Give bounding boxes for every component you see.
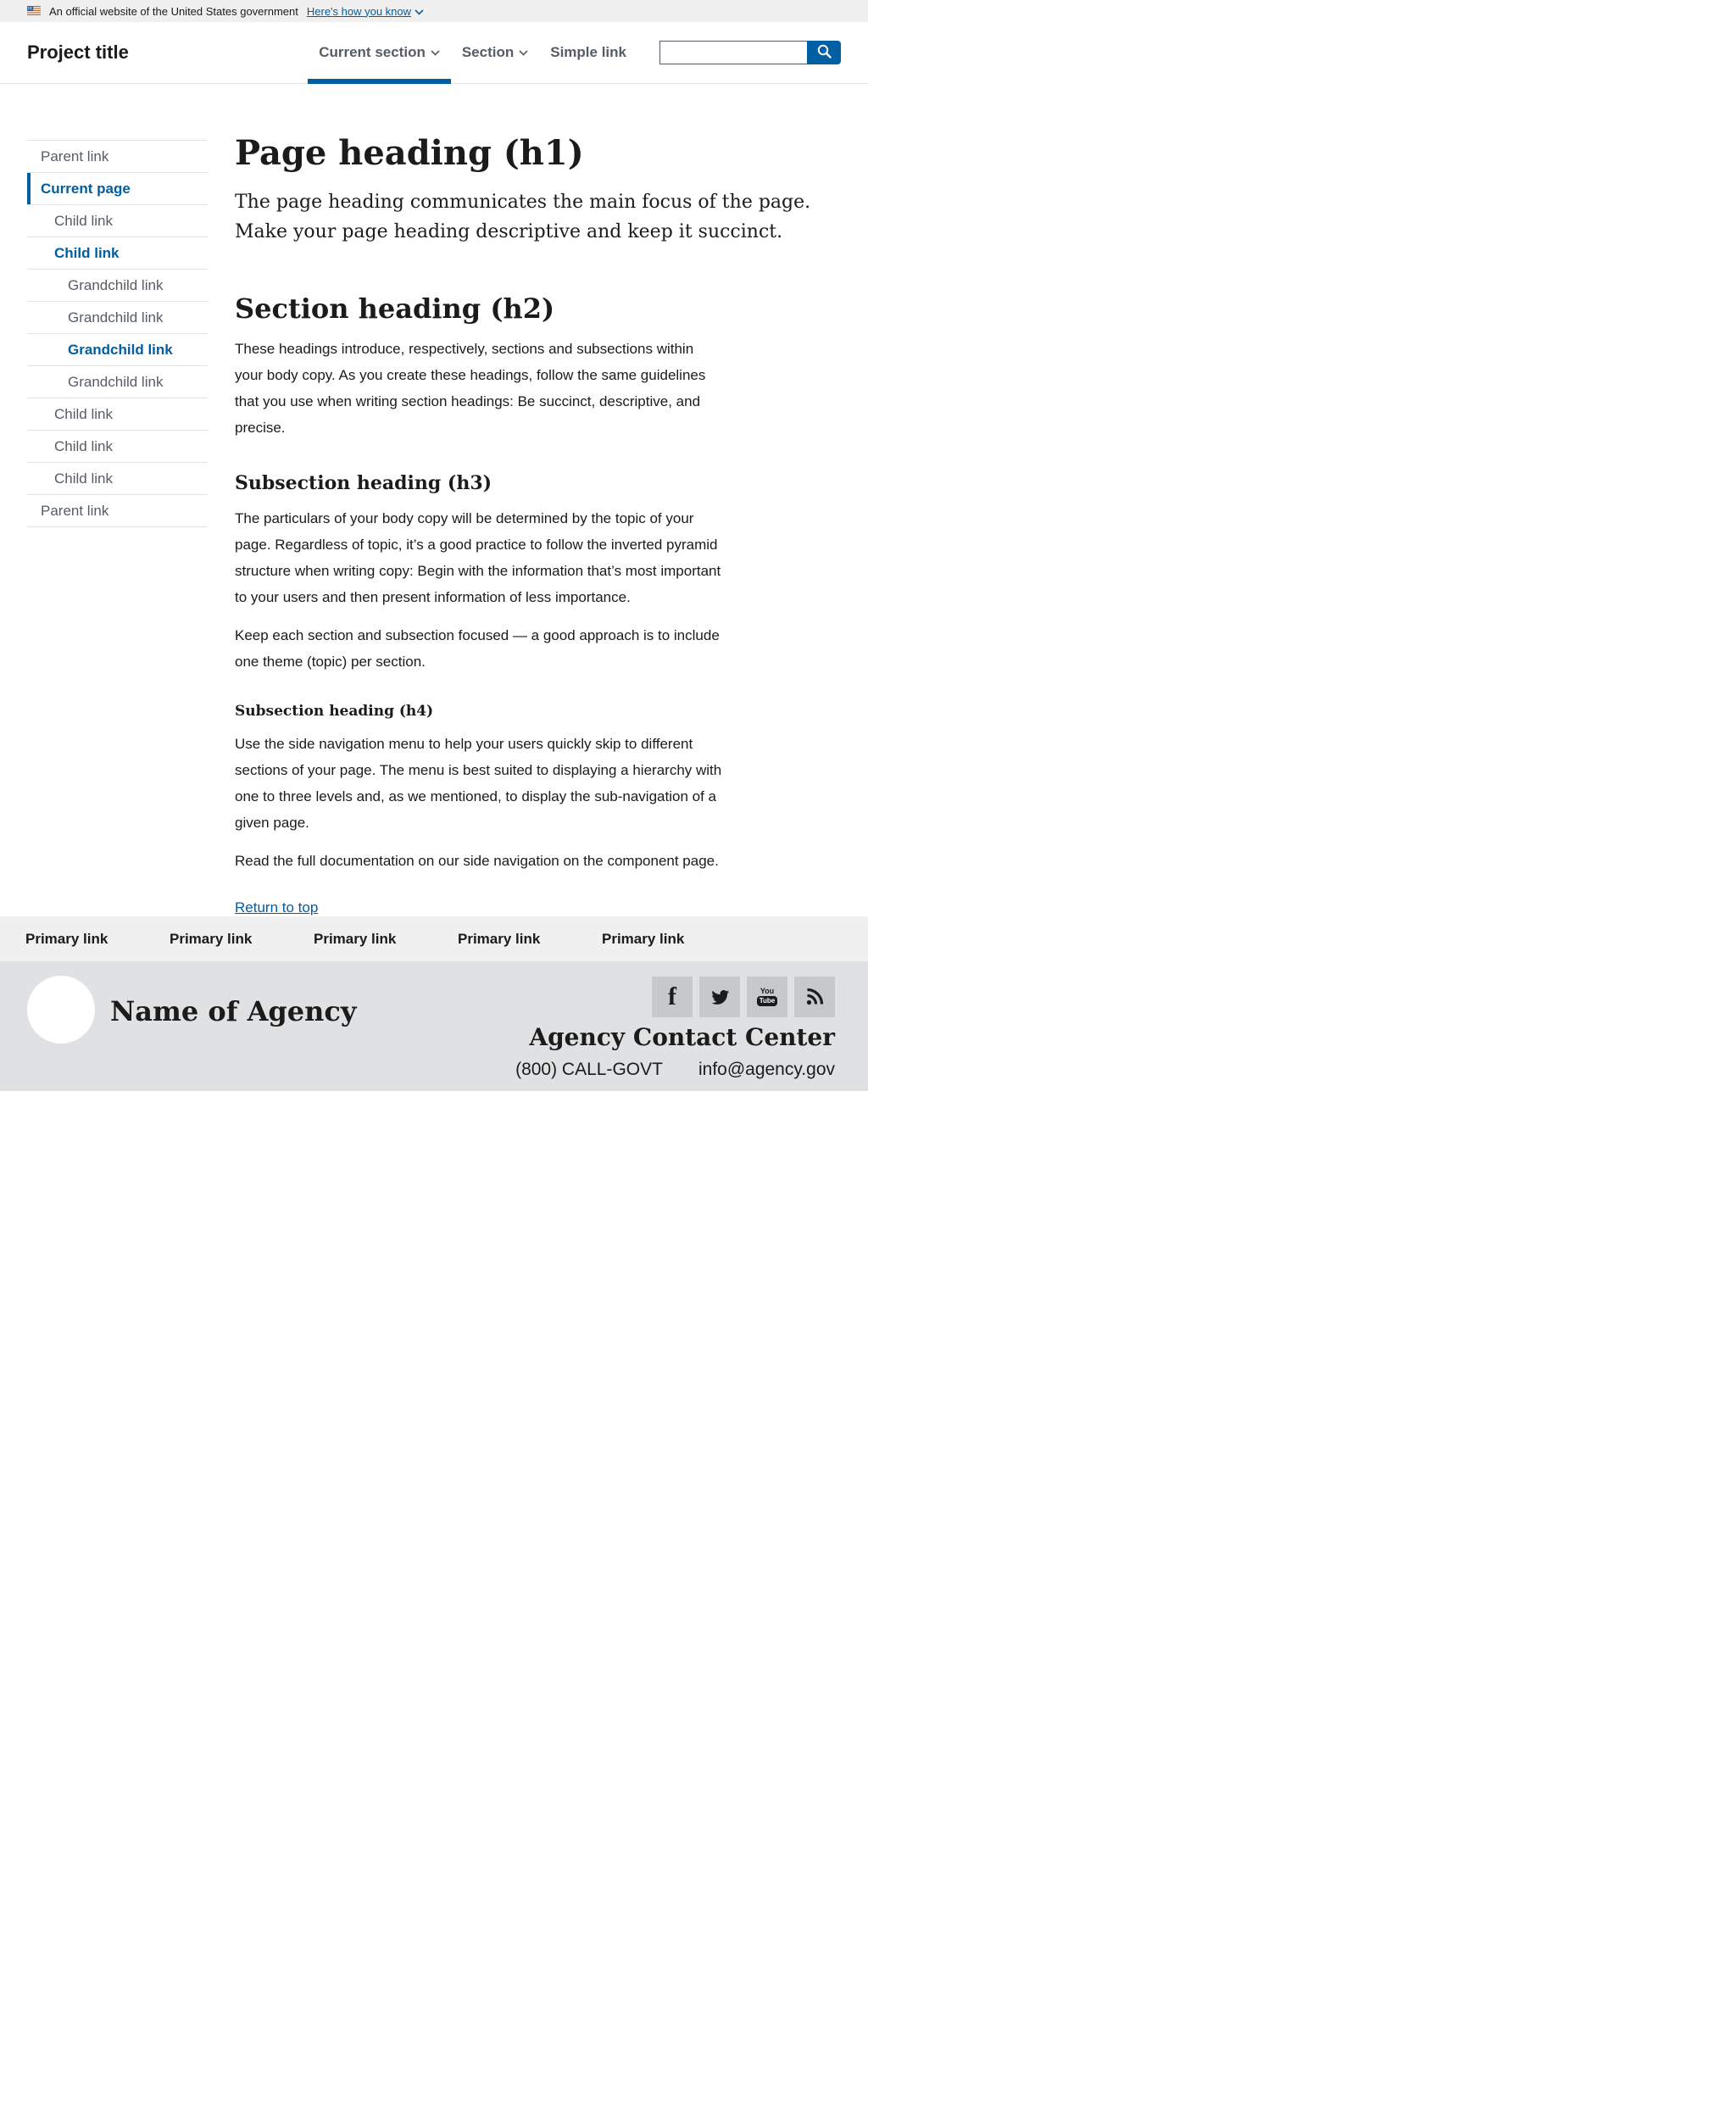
sidenav-item-parent[interactable]: Parent link — [27, 494, 208, 527]
sidenav-item-grandchild[interactable]: Grandchild link — [27, 269, 208, 301]
lead-paragraph: The page heading communicates the main focus of the page. Make your page heading descriptive and keep it succinct. — [235, 192, 811, 243]
agency-contact-heading: Agency Contact Center — [529, 1023, 835, 1052]
sidenav-item-parent[interactable]: Parent link — [27, 140, 208, 172]
page — [0, 0, 868, 1080]
page-heading: Page heading (h1) — [235, 133, 584, 173]
search-form — [659, 41, 841, 64]
project-title: Project title — [27, 42, 129, 63]
site-footer — [0, 916, 868, 1091]
facebook-glyph: f — [668, 982, 676, 1011]
footer-primary-link[interactable]: Primary link — [458, 930, 541, 947]
sidenav-item-grandchild-active[interactable]: Grandchild link — [27, 333, 208, 365]
subsection-heading-h3: Subsection heading (h3) — [235, 472, 492, 495]
body-paragraph: Use the side navigation menu to help your users quickly skip to different sections of your page. The menu is best suited to displaying a hierarchy with one to three levels and, as we mentioned, to display the sub-navigation of a given page. — [235, 735, 722, 831]
chevron-down-icon — [415, 5, 424, 18]
chevron-down-icon — [431, 50, 440, 56]
contact-phone-link[interactable]: (800) CALL-GOVT — [515, 1060, 663, 1080]
heres-how-you-know-link[interactable] — [307, 5, 424, 18]
sidenav-item-child[interactable]: Child link — [27, 462, 208, 494]
banner-link-label: Here's how you know — [306, 4, 412, 18]
body-paragraph: The particulars of your body copy will be determined by the topic of your page. Regardless of topic, it’s a good practice to follow the inverted pyramid structure when writing copy: Begin with the information that’s most important to your users and then present information of less importance. — [235, 510, 721, 605]
footer-agency-band — [0, 961, 868, 1091]
nav-item-simple-link[interactable] — [539, 22, 637, 83]
footer-primary-link[interactable]: Primary link — [170, 930, 253, 947]
gov-banner — [0, 0, 868, 22]
footer-primary-link[interactable]: Primary link — [314, 930, 397, 947]
nav-label: Current section — [319, 44, 426, 60]
youtube-glyph: You Tube — [757, 988, 778, 1006]
main-content — [235, 84, 841, 916]
rss-icon[interactable] — [794, 977, 835, 1017]
search-input[interactable] — [659, 41, 807, 64]
side-navigation — [27, 140, 208, 527]
sidenav-item-child[interactable]: Child link — [27, 430, 208, 462]
body-paragraph: These headings introduce, respectively, sections and subsections within your body copy. As you create these headings, follow the same guidelines that you use when writing section headings: Be succinct, descriptive, and precise. — [235, 341, 706, 437]
nav-item-current-section[interactable] — [308, 22, 451, 83]
nav-item-section[interactable] — [451, 22, 539, 83]
sidenav-item-grandchild[interactable]: Grandchild link — [27, 365, 208, 398]
primary-nav — [308, 22, 637, 83]
footer-primary-link[interactable]: Primary link — [602, 930, 685, 947]
facebook-icon[interactable] — [652, 977, 693, 1017]
footer-primary-link[interactable]: Primary link — [25, 930, 108, 947]
sidenav-item-child[interactable]: Child link — [27, 398, 208, 430]
site-header — [0, 22, 868, 84]
nav-label: Section — [461, 44, 515, 60]
subsection-heading-h4: Subsection heading (h4) — [235, 702, 434, 720]
agency-logo-placeholder — [27, 976, 95, 1044]
agency-name: Name of Agency — [110, 995, 357, 1028]
banner-text: An official website of the United States government — [49, 4, 298, 18]
us-flag-icon — [27, 5, 41, 18]
footer-primary-nav — [0, 916, 868, 961]
nav-label: Simple link — [550, 44, 626, 60]
search-icon — [816, 43, 832, 62]
sidenav-item-grandchild[interactable]: Grandchild link — [27, 301, 208, 333]
body-paragraph: Keep each section and subsection focused — a good approach is to include one theme (topic) per section. — [235, 626, 720, 670]
section-heading: Section heading (h2) — [235, 292, 555, 326]
search-button[interactable] — [807, 41, 841, 64]
content-area — [0, 84, 868, 916]
contact-info — [515, 1060, 835, 1080]
body-paragraph: Read the full documentation on our side navigation on the component page. — [235, 852, 719, 869]
sidenav-item-child-active[interactable]: Child link — [27, 237, 208, 269]
return-to-top-link[interactable]: Return to top — [235, 899, 319, 916]
twitter-icon[interactable] — [699, 977, 740, 1017]
sidenav-item-current-page[interactable]: Current page — [27, 172, 208, 204]
chevron-down-icon — [519, 50, 528, 56]
social-links — [652, 977, 835, 1017]
sidenav-item-child[interactable]: Child link — [27, 204, 208, 237]
youtube-icon[interactable] — [747, 977, 787, 1017]
contact-email-link[interactable]: info@agency.gov — [698, 1060, 835, 1080]
